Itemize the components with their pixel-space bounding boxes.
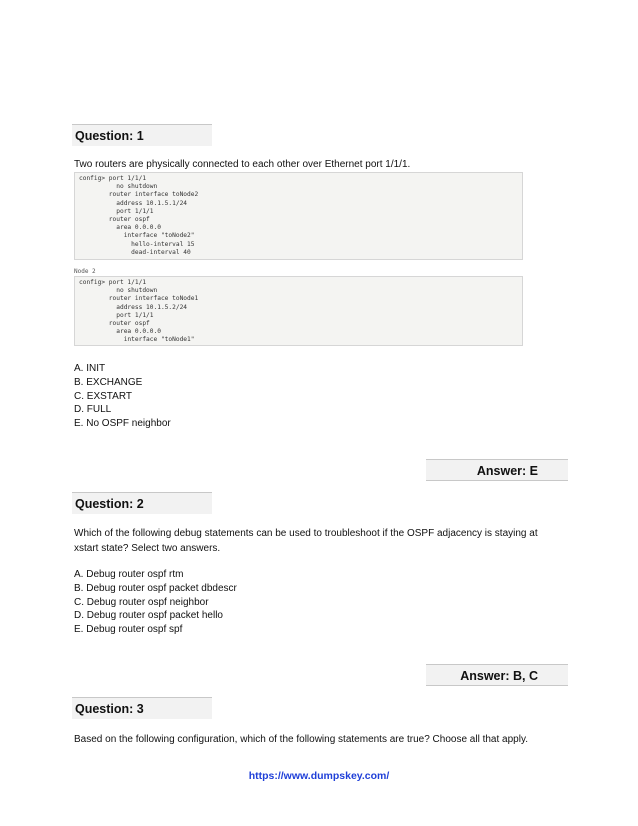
config-line: port 1/1/1	[79, 207, 154, 215]
question-1-options	[74, 362, 171, 431]
option-b: B. EXCHANGE	[74, 376, 143, 388]
config-line: hello-interval 15	[79, 240, 195, 248]
config-line: interface "toNode1"	[79, 336, 195, 344]
question-1-heading: Question: 1	[72, 124, 212, 146]
config-line: config> port 1/1/1	[79, 175, 147, 182]
option-e: E. Debug router ospf spf	[74, 624, 183, 636]
option-b: B. Debug router ospf packet dbdescr	[74, 582, 237, 594]
node-2-caption: Node 2	[74, 268, 96, 275]
option-c: C. Debug router ospf neighbor	[74, 596, 209, 608]
node-2-config-image	[74, 276, 523, 346]
config-line: router ospf	[79, 320, 150, 328]
question-2-text-line-2: xstart state? Select two answers.	[74, 543, 221, 554]
question-2-text-line-1: Which of the following debug statements can be used to troubleshoot if the OSPF adjacency is staying at	[74, 528, 538, 539]
footer-link[interactable]: https://www.dumpskey.com/	[248, 770, 390, 782]
config-line: config> port 1/1/1	[79, 279, 147, 286]
question-2-answer: Answer: B, C	[426, 664, 568, 686]
config-line: address 10.1.5.1/24	[79, 199, 188, 207]
option-d: D. FULL	[74, 404, 112, 416]
question-2-heading: Question: 2	[72, 492, 212, 514]
config-line: router ospf	[79, 216, 150, 224]
config-line: no shutdown	[79, 287, 158, 295]
config-line: dead-interval 40	[79, 248, 191, 256]
question-1-text: Two routers are physically connected to each other over Ethernet port 1/1/1.	[74, 159, 411, 170]
option-a: A. INIT	[74, 363, 106, 374]
option-e: E. No OSPF neighbor	[74, 418, 171, 430]
question-3-heading: Question: 3	[72, 697, 212, 719]
option-a: A. Debug router ospf rtm	[74, 569, 184, 580]
config-line: address 10.1.5.2/24	[79, 303, 188, 311]
question-1-answer: Answer: E	[426, 459, 568, 481]
config-line: router interface toNode1	[79, 295, 199, 303]
config-line: router interface toNode2	[79, 191, 199, 199]
config-line: area 0.0.0.0	[79, 328, 161, 336]
question-2-options	[74, 568, 237, 637]
config-line: area 0.0.0.0	[79, 224, 161, 232]
option-c: C. EXSTART	[74, 390, 132, 402]
config-line: port 1/1/1	[79, 311, 154, 319]
node-1-config-image	[74, 172, 523, 260]
question-3-text: Based on the following configuration, which of the following statements are true? Choose all that apply.	[74, 734, 528, 745]
option-d: D. Debug router ospf packet hello	[74, 610, 223, 622]
config-line: interface "toNode2"	[79, 232, 195, 240]
config-line: no shutdown	[79, 183, 158, 191]
